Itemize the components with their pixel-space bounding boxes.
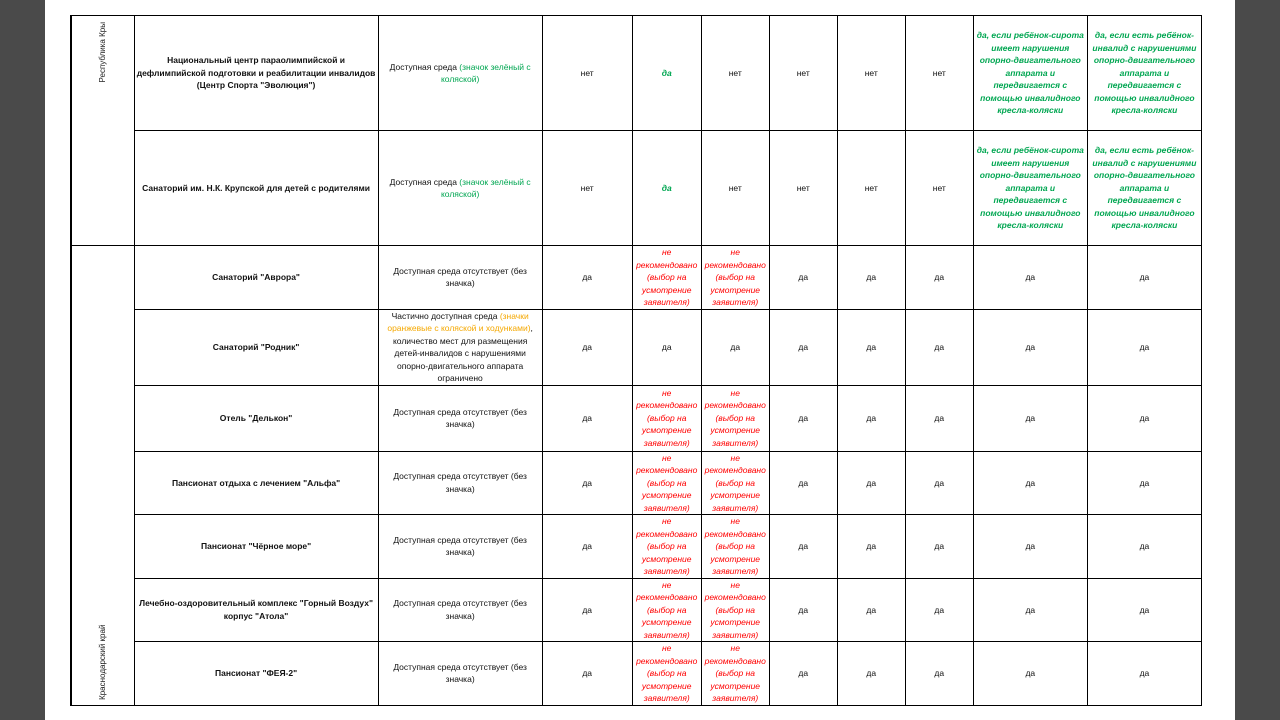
facility-name-cell: Лечебно-оздоровительный комплекс "Горный Воздух" корпус "Атола"	[134, 578, 378, 642]
value-cell: да	[905, 451, 973, 515]
accessibility-text: Доступная среда	[389, 61, 460, 72]
accessibility-cell	[378, 642, 542, 706]
value-cell: да	[973, 451, 1087, 515]
value-cell: не рекомендовано (выбор на усмотрение заявителя)	[632, 515, 701, 579]
value-cell: да	[905, 578, 973, 642]
table-row	[71, 642, 1202, 706]
accessibility-cell	[378, 309, 542, 385]
accessibility-extra-note: , количество мест для размещения детей-инвалидов с нарушениями опорно-двигательного аппарата ограничено	[392, 323, 533, 383]
table-row	[71, 246, 1202, 310]
value-cell: да	[905, 246, 973, 310]
value-cell: не рекомендовано (выбор на усмотрение заявителя)	[632, 451, 701, 515]
value-cell: да	[905, 515, 973, 579]
value-cell: да, если есть ребёнок-инвалид с нарушениями опорно-двигательного аппарата и передвигается с помощью инвалидного кресла-коляски	[1087, 131, 1201, 246]
value-cell: не рекомендовано (выбор на усмотрение заявителя)	[701, 515, 769, 579]
accessibility-text: Доступная среда отсутствует (без значка)	[393, 534, 527, 558]
region-label-krasnodar: Краснодарский край	[97, 624, 107, 700]
value-cell: не рекомендовано (выбор на усмотрение заявителя)	[701, 642, 769, 706]
value-cell: да	[769, 309, 837, 385]
accessibility-cell	[378, 16, 542, 131]
value-cell: да, если ребёнок-сирота имеет нарушения опорно-двигательного аппарата и передвигается с помощью инвалидного кресла-коляски	[973, 131, 1087, 246]
table-row	[71, 515, 1202, 579]
table-row	[71, 16, 1202, 131]
facility-name-cell: Пансионат "ФЕЯ-2"	[134, 642, 378, 706]
value-cell: да	[542, 385, 632, 451]
region-label-crimea: Республика Кры	[97, 22, 107, 83]
facility-name-cell: Санаторий "Родник"	[134, 309, 378, 385]
value-cell: да	[769, 578, 837, 642]
accessibility-badge-note: (значки оранжевые с коляской и ходунками)	[387, 310, 531, 333]
value-cell: да	[837, 385, 905, 451]
value-cell: нет	[542, 16, 632, 131]
value-cell: да	[837, 451, 905, 515]
value-cell: нет	[905, 131, 973, 246]
value-cell: да	[1087, 642, 1201, 706]
facilities-table	[70, 15, 1202, 706]
accessibility-cell	[378, 578, 542, 642]
accessibility-text: Частично доступная среда	[391, 310, 500, 321]
accessibility-cell	[378, 515, 542, 579]
value-cell: да	[769, 385, 837, 451]
accessibility-badge-note: (значок зелёный с коляской)	[440, 176, 531, 199]
value-cell: да	[542, 578, 632, 642]
facility-name-cell: Пансионат отдыха с лечением "Альфа"	[134, 451, 378, 515]
accessibility-text: Доступная среда отсутствует (без значка)	[393, 598, 527, 621]
facility-name-cell: Санаторий им. Н.К. Крупской для детей с родителями	[134, 131, 378, 246]
value-cell: да, если есть ребёнок-инвалид с нарушениями опорно-двигательного аппарата и передвигается с помощью инвалидного кресла-коляски	[1087, 16, 1201, 131]
value-cell: не рекомендовано (выбор на усмотрение заявителя)	[632, 642, 701, 706]
value-cell: нет	[905, 16, 973, 131]
value-cell: да	[837, 246, 905, 310]
accessibility-text: Доступная среда отсутствует (без значка)	[393, 471, 527, 494]
region-cell-krasnodar	[71, 246, 134, 706]
value-cell: да	[837, 642, 905, 706]
value-cell: не рекомендовано (выбор на усмотрение заявителя)	[701, 246, 769, 310]
value-cell: да	[769, 642, 837, 706]
value-cell: да	[542, 451, 632, 515]
value-cell: нет	[701, 131, 769, 246]
value-cell: да	[542, 246, 632, 310]
value-cell: да	[1087, 451, 1201, 515]
value-cell: да	[973, 515, 1087, 579]
accessibility-cell	[378, 385, 542, 451]
table-row	[71, 131, 1202, 246]
value-cell: не рекомендовано (выбор на усмотрение заявителя)	[632, 385, 701, 451]
value-cell: да	[1087, 309, 1201, 385]
value-cell: да	[542, 309, 632, 385]
value-cell: да	[632, 309, 701, 385]
value-cell: да	[1087, 246, 1201, 310]
region-cell-crimea	[71, 16, 134, 246]
facility-name-cell: Санаторий "Аврора"	[134, 246, 378, 310]
value-cell: да	[1087, 385, 1201, 451]
value-cell: да	[905, 642, 973, 706]
value-cell: да	[542, 515, 632, 579]
value-cell: нет	[542, 131, 632, 246]
accessibility-text: Доступная среда отсутствует (без значка)	[393, 406, 527, 429]
accessibility-cell	[378, 131, 542, 246]
value-cell: да	[1087, 578, 1201, 642]
accessibility-badge-note: (значок зелёный с коляской)	[440, 61, 531, 84]
value-cell: да	[1087, 515, 1201, 579]
facility-name-cell: Отель "Делькон"	[134, 385, 378, 451]
value-cell: да	[632, 131, 701, 246]
value-cell: не рекомендовано (выбор на усмотрение заявителя)	[701, 385, 769, 451]
accessibility-cell	[378, 451, 542, 515]
value-cell: да	[632, 16, 701, 131]
value-cell: да	[837, 515, 905, 579]
value-cell: нет	[701, 16, 769, 131]
value-cell: не рекомендовано (выбор на усмотрение заявителя)	[632, 246, 701, 310]
value-cell: нет	[837, 16, 905, 131]
accessibility-cell	[378, 246, 542, 310]
value-cell: нет	[769, 131, 837, 246]
value-cell: да	[905, 309, 973, 385]
value-cell: да	[973, 385, 1087, 451]
value-cell: не рекомендовано (выбор на усмотрение заявителя)	[701, 451, 769, 515]
document-page	[45, 0, 1235, 720]
value-cell: да	[973, 309, 1087, 385]
value-cell: да	[973, 642, 1087, 706]
value-cell: да	[769, 515, 837, 579]
value-cell: не рекомендовано (выбор на усмотрение заявителя)	[701, 578, 769, 642]
value-cell: нет	[837, 131, 905, 246]
table-row	[71, 309, 1202, 385]
facility-name-cell: Национальный центр параолимпийской и дефлимпийской подготовки и реабилитации инвалидов (Центр Спорта "Эволюция")	[134, 16, 378, 131]
value-cell: не рекомендовано (выбор на усмотрение заявителя)	[632, 578, 701, 642]
value-cell: да	[769, 246, 837, 310]
value-cell: да, если ребёнок-сирота имеет нарушения опорно-двигательного аппарата и передвигается с помощью инвалидного кресла-коляски	[973, 16, 1087, 131]
table-row	[71, 578, 1202, 642]
value-cell: да	[837, 578, 905, 642]
value-cell: да	[701, 309, 769, 385]
accessibility-text: Доступная среда	[389, 176, 460, 187]
value-cell: да	[542, 642, 632, 706]
value-cell: да	[973, 246, 1087, 310]
value-cell: да	[973, 578, 1087, 642]
accessibility-text: Доступная среда отсутствует (без значка)	[393, 661, 527, 685]
facility-name-cell: Пансионат "Чёрное море"	[134, 515, 378, 579]
value-cell: да	[769, 451, 837, 515]
value-cell: да	[837, 309, 905, 385]
value-cell: да	[905, 385, 973, 451]
table-row	[71, 385, 1202, 451]
value-cell: нет	[769, 16, 837, 131]
table-row	[71, 451, 1202, 515]
accessibility-text: Доступная среда отсутствует (без значка)	[393, 265, 527, 289]
